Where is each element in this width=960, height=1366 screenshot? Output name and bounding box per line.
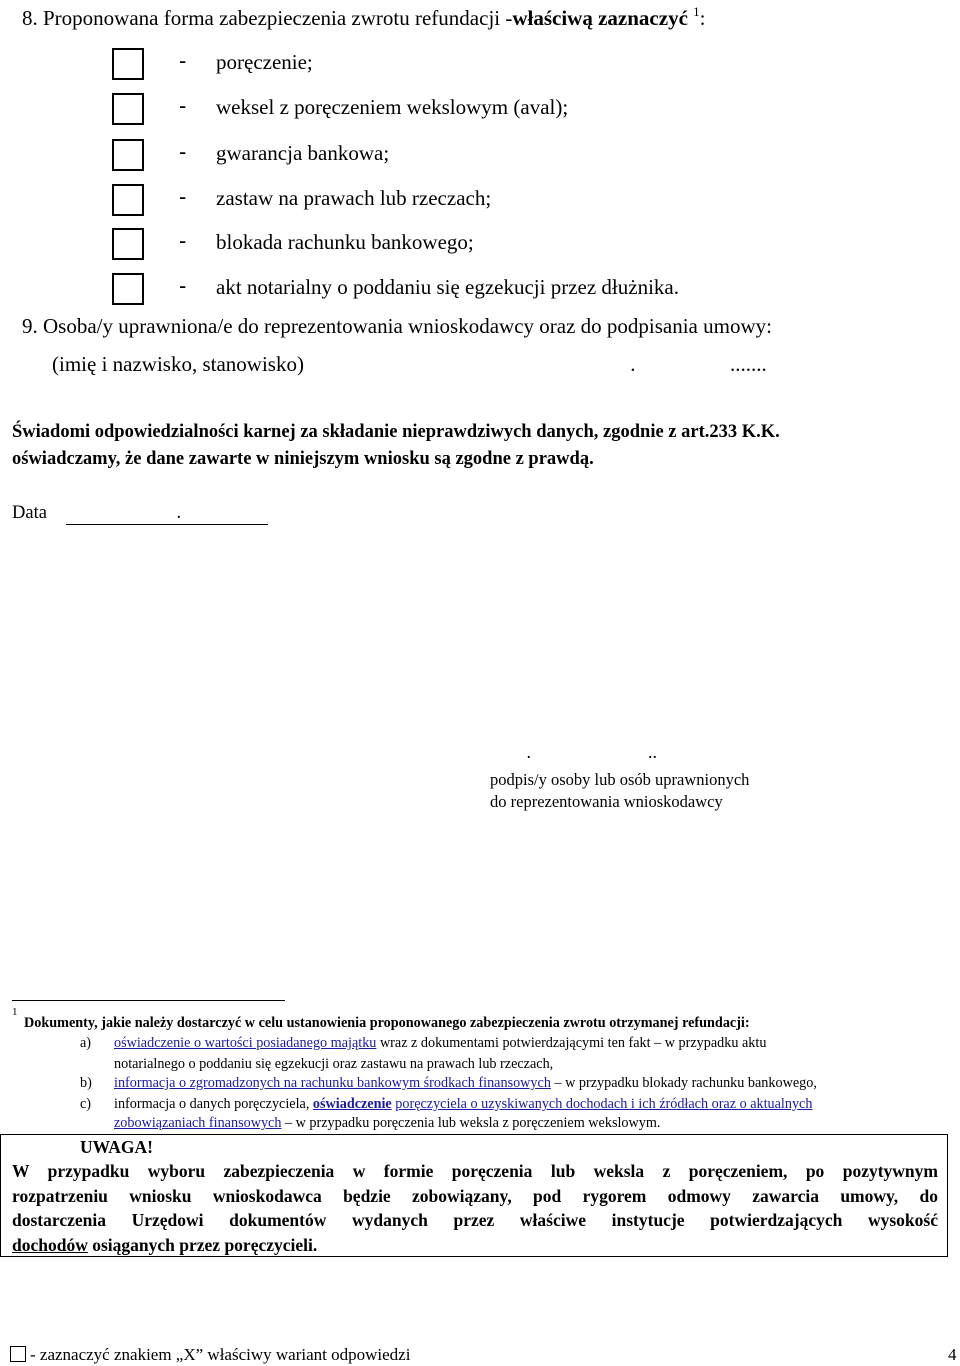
option-label: blokada rachunku bankowego; — [216, 230, 474, 254]
link-poreczyciel-dochody[interactable]: poręczyciela o uzyskiwanych dochodach i ich źródłach oraz o aktualnych — [395, 1096, 813, 1112]
checkbox-weksel[interactable] — [112, 93, 144, 125]
link-oswiadczenie-majatek[interactable]: oświadczenie o wartości posiadanego majątku — [114, 1035, 377, 1051]
checkbox-zastaw[interactable] — [112, 184, 144, 216]
dash: - — [179, 139, 187, 164]
question-9-heading: 9. Osoba/y uprawniona/e do reprezentowania wnioskodawcy oraz do podpisania umowy: — [22, 314, 772, 338]
checkbox-poreczenie[interactable] — [112, 48, 144, 80]
option-row — [112, 93, 812, 127]
checkbox-akt-notarialny[interactable] — [112, 273, 144, 305]
warning-line-4 — [12, 1235, 317, 1256]
item-continuation — [114, 1115, 958, 1132]
item-text — [114, 1075, 958, 1092]
date-label: Data — [12, 503, 47, 523]
question-8-colon: : — [699, 6, 706, 30]
page-number: 4 — [948, 1345, 957, 1364]
option-row — [112, 184, 812, 218]
item-continuation: notarialnego o poddaniu się egzekucji oraz zastawu na prawach lub rzeczach, — [114, 1056, 554, 1072]
warning-line-4-rest: osiąganych przez poręczycieli. — [87, 1235, 318, 1255]
footnote-heading: Dokumenty, jakie należy dostarczyć w celu ustanowienia proponowanego zabezpieczenia zwrotu otrzymanej refundacji: — [24, 1015, 750, 1031]
legend-checkbox-icon — [10, 1346, 26, 1362]
option-label: akt notarialny o poddaniu się egzekucji przez dłużnika. — [216, 275, 679, 299]
link-zobowiazania[interactable]: zobowiązaniach finansowych — [114, 1115, 282, 1131]
footnote-number: 1 — [12, 1006, 18, 1018]
date-field[interactable] — [12, 503, 181, 524]
item-label: a) — [80, 1035, 92, 1051]
dash: - — [179, 48, 187, 73]
checkbox-blokada[interactable] — [112, 228, 144, 260]
option-row — [112, 228, 812, 262]
option-row — [112, 139, 812, 173]
item-label: b) — [80, 1075, 92, 1091]
question-9-subheading: (imię i nazwisko, stanowisko) — [52, 352, 304, 376]
option-label: zastaw na prawach lub rzeczach; — [216, 186, 492, 210]
dash: - — [179, 273, 187, 298]
item-rest: wraz z dokumentami potwierdzającymi ten fakt – w przypadku aktu — [379, 1035, 767, 1051]
item-label: c) — [80, 1096, 92, 1112]
item-rest: – w przypadku blokady rachunku bankowego, — [554, 1075, 817, 1091]
link-informacja-rachunek[interactable]: informacja o zgromadzonych na rachunku bankowym środkach finansowych — [114, 1075, 551, 1091]
item-text — [114, 1096, 958, 1113]
item-pre: informacja o danych poręczyciela, — [114, 1096, 310, 1112]
footer-legend: - zaznaczyć znakiem „X” właściwy wariant odpowiedzi — [30, 1345, 411, 1364]
question-8-text: 8. Proponowana forma zabezpieczenia zwrotu refundacji - — [22, 6, 513, 30]
footnote-ref: 1 — [693, 4, 700, 19]
option-label: poręczenie; — [216, 50, 313, 74]
warning-underlined-word: dochodów — [12, 1235, 88, 1255]
checkbox-gwarancja[interactable] — [112, 139, 144, 171]
item-rest: – w przypadku poręczenia lub weksla z poręczeniem wekslowym. — [284, 1115, 661, 1131]
dash: - — [179, 184, 187, 209]
date-dots: . — [46, 503, 182, 523]
declaration-line-1: Świadomi odpowiedzialności karnej za składanie nieprawdziwych danych, zgodnie z art.233 K.K. — [12, 422, 780, 442]
question-8-instruction: właściwą zaznaczyć — [512, 6, 688, 30]
option-label: gwarancja bankowa; — [216, 141, 390, 165]
item-text — [114, 1035, 958, 1052]
option-row — [112, 273, 812, 307]
question-8-heading — [22, 4, 705, 31]
warning-title: UWAGA! — [80, 1137, 153, 1157]
warning-line-2: rozpatrzeniu wniosku wnioskodawca będzie zobowiązany, pod rygorem odmowy zawarcia umowy, do — [12, 1186, 938, 1206]
footnote-separator — [12, 1000, 285, 1001]
signature-caption-2: do reprezentowania wnioskodawcy — [490, 792, 723, 811]
signature-caption-1: podpis/y osoby lub osób uprawnionych — [490, 770, 750, 789]
signature-field[interactable]: . .. — [360, 742, 657, 762]
warning-line-1: W przypadku wyboru zabezpieczenia w formie poręczenia lub weksla z poręczeniem, po pozytywnym — [12, 1161, 938, 1181]
dash: - — [179, 93, 187, 118]
representative-fill-field[interactable]: . ....... — [352, 352, 767, 376]
dash: - — [179, 228, 187, 253]
warning-line-3: dostarczenia Urzędowi dokumentów wydanych przez właściwe instytucje potwierdzających wysokość — [12, 1210, 938, 1230]
link-oswiadczenie-bold[interactable]: oświadczenie — [312, 1096, 392, 1112]
declaration-line-2: oświadczamy, że dane zawarte w niniejszym wniosku są zgodne z prawdą. — [12, 449, 594, 469]
option-label: weksel z poręczeniem wekslowym (aval); — [216, 95, 569, 119]
option-row — [112, 48, 812, 82]
date-underline — [66, 524, 268, 525]
